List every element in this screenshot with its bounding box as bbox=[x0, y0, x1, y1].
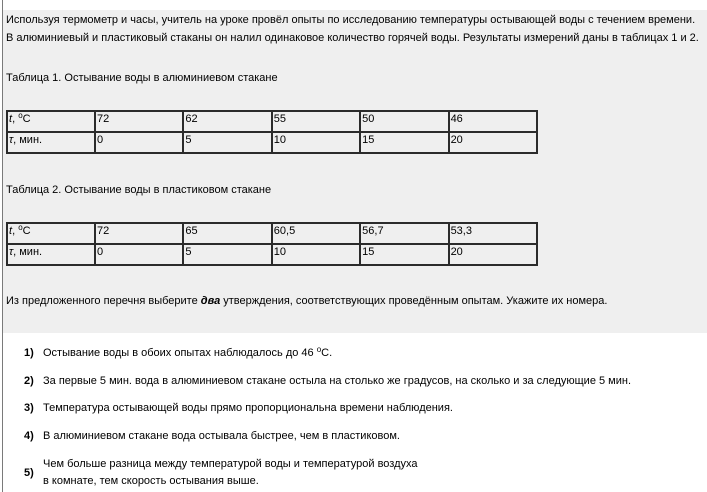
intro-line-1: Используя термометр и часы, учитель на уроке провёл опыты по исследованию температуры остывающей воды с течением времени. bbox=[6, 14, 696, 26]
degree-sup: o bbox=[18, 223, 23, 232]
option-text bbox=[43, 346, 332, 360]
unit-sep: , bbox=[12, 113, 19, 125]
table-cell: 50 bbox=[360, 111, 448, 132]
table-cell: 72 bbox=[95, 111, 183, 132]
table1-row-time bbox=[7, 132, 537, 153]
intro-line-2: В алюминиевый и пластиковый стаканы он налил одинаковое количество горячей воды. Результаты измерений даны в таблицах 1 и 2. bbox=[6, 32, 699, 44]
degree-sup: o bbox=[316, 345, 322, 354]
option-text-tail: С. bbox=[321, 347, 333, 359]
table-cell: 15 bbox=[360, 132, 448, 153]
question-after: утверждения, соответствующих проведённым опытам. Укажите их номера. bbox=[220, 295, 608, 307]
unit: C bbox=[22, 113, 31, 125]
unit: C bbox=[22, 225, 31, 237]
table-cell: 10 bbox=[272, 132, 360, 153]
table1-caption: Таблица 1. Остывание воды в алюминиевом стакане bbox=[6, 72, 278, 84]
table-cell: 0 bbox=[95, 244, 183, 265]
unit: , мин. bbox=[13, 246, 43, 258]
row-header bbox=[7, 223, 95, 244]
question-text bbox=[6, 294, 607, 308]
table-cell: 20 bbox=[449, 132, 537, 153]
option-text: За первые 5 мин. вода в алюминиевом стакане остыла на столько же градусов, на сколько и за следующие 5 мин. bbox=[43, 375, 632, 387]
var-tau: τ bbox=[9, 134, 14, 146]
table2 bbox=[6, 222, 538, 266]
option-number: 1) bbox=[24, 347, 34, 359]
option-number: 4) bbox=[24, 430, 34, 442]
table2-row-temperature bbox=[7, 223, 537, 244]
option-text-main: Остывание воды в обоих опытах наблюдалось до 46 bbox=[43, 347, 317, 359]
degree-sup: o bbox=[18, 111, 23, 120]
unit: , мин. bbox=[13, 134, 43, 146]
option-number: 2) bbox=[24, 375, 34, 387]
table-cell: 60,5 bbox=[272, 223, 360, 244]
table-cell: 5 bbox=[183, 244, 271, 265]
table-cell: 5 bbox=[183, 132, 271, 153]
table-cell: 10 bbox=[272, 244, 360, 265]
option-number: 5) bbox=[24, 467, 34, 479]
table-cell: 46 bbox=[449, 111, 537, 132]
option-number: 3) bbox=[24, 402, 34, 414]
table-cell: 53,3 bbox=[449, 223, 537, 244]
task-panel bbox=[3, 10, 707, 333]
var-tau: τ bbox=[9, 246, 14, 258]
table-cell: 65 bbox=[183, 223, 271, 244]
row-header bbox=[7, 244, 95, 265]
table-cell: 55 bbox=[272, 111, 360, 132]
table-cell: 56,7 bbox=[360, 223, 448, 244]
unit-sep: , bbox=[12, 225, 19, 237]
question-emphasis: два bbox=[200, 295, 221, 307]
option-text: В алюминиевом стакане вода остывала быстрее, чем в пластиковом. bbox=[43, 430, 400, 442]
table-cell: 72 bbox=[95, 223, 183, 244]
table2-caption: Таблица 2. Остывание воды в пластиковом стакане bbox=[6, 184, 272, 196]
option-text: Температура остывающей воды прямо пропорциональна времени наблюдения. bbox=[43, 402, 453, 414]
var-t: t bbox=[9, 225, 13, 237]
table-cell: 62 bbox=[183, 111, 271, 132]
table1-row-temperature bbox=[7, 111, 537, 132]
option-text-line-1: Чем больше разница между температурой воды и температурой воздуха bbox=[43, 458, 418, 470]
table-cell: 20 bbox=[449, 244, 537, 265]
table2-row-time bbox=[7, 244, 537, 265]
row-header bbox=[7, 132, 95, 153]
var-t: t bbox=[9, 113, 13, 125]
row-header bbox=[7, 111, 95, 132]
table-cell: 0 bbox=[95, 132, 183, 153]
table-cell: 15 bbox=[360, 244, 448, 265]
option-text-line-2: в комнате, тем скорость остывания выше. bbox=[43, 475, 259, 487]
table1 bbox=[6, 110, 538, 154]
question-before: Из предложенного перечня выберите bbox=[6, 295, 201, 307]
